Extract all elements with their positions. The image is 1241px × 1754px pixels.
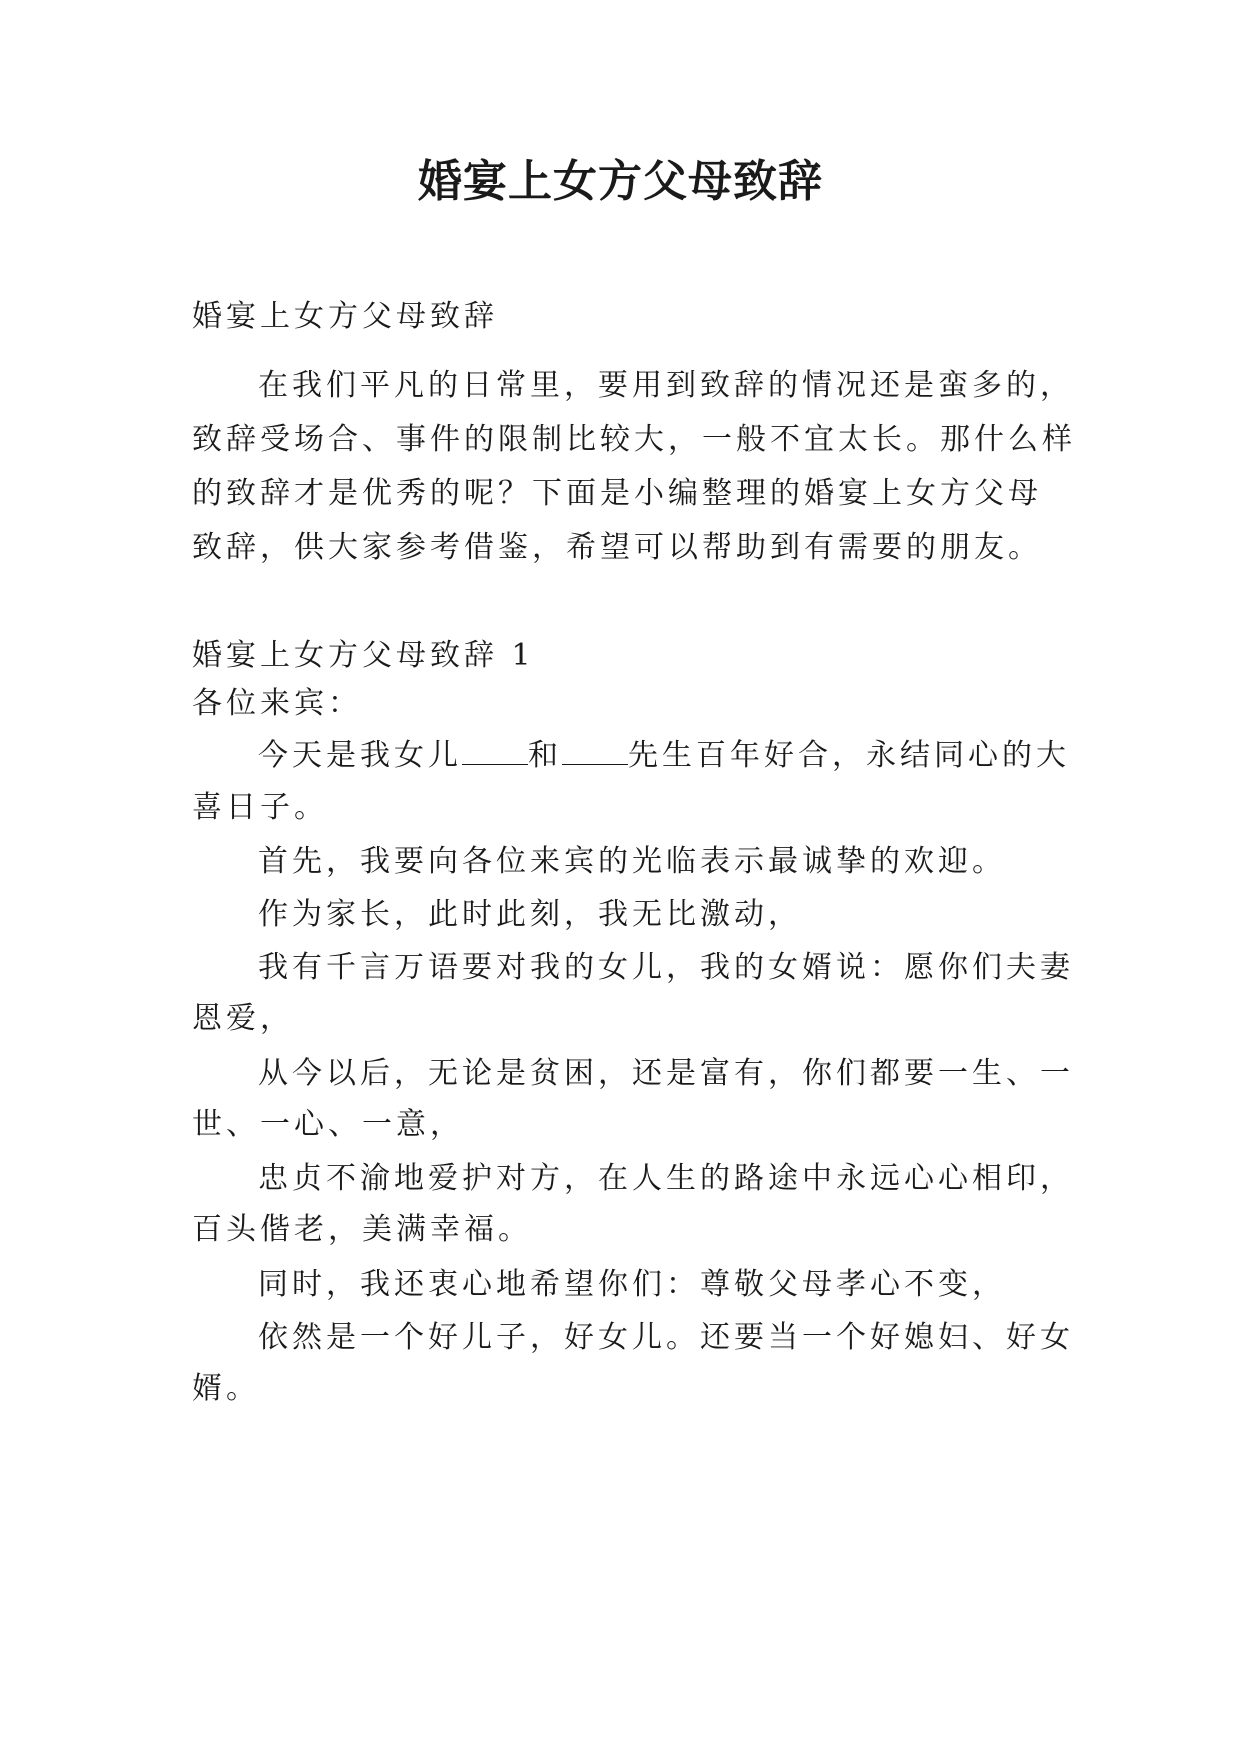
document-title: 婚宴上女方父母致辞 xyxy=(418,156,823,207)
paragraph-5-line-1: 从今以后，无论是贫困，还是富有，你们都要一生、一 xyxy=(258,1056,1074,1091)
paragraph-6-line-1: 忠贞不渝地爱护对方，在人生的路途中永远心心相印， xyxy=(258,1161,1074,1196)
paragraph-7: 同时，我还衷心地希望你们：尊敬父母孝心不变， xyxy=(258,1267,1006,1302)
salutation: 各位来宾： xyxy=(192,686,362,721)
intro-line-2: 致辞受场合、事件的限制比较大，一般不宜太长。那什么样 xyxy=(192,422,1076,457)
section-heading: 婚宴上女方父母致辞 1 xyxy=(192,638,535,673)
paragraph-8-line-2: 婿。 xyxy=(192,1371,260,1406)
paragraph-1-text-c: 先生百年好合，永结同心的大 xyxy=(628,738,1070,773)
paragraph-6-line-2: 百头偕老，美满幸福。 xyxy=(192,1212,532,1247)
intro-line-3: 的致辞才是优秀的呢？下面是小编整理的婚宴上女方父母 xyxy=(192,476,1042,511)
paragraph-2: 首先，我要向各位来宾的光临表示最诚挚的欢迎。 xyxy=(258,844,1006,879)
intro-line-4: 致辞，供大家参考借鉴，希望可以帮助到有需要的朋友。 xyxy=(192,530,1042,565)
paragraph-1-text-b: 和 xyxy=(528,738,562,773)
paragraph-4-line-2: 恩爱， xyxy=(192,1001,294,1036)
paragraph-1-line-1 xyxy=(258,734,1070,778)
document-subtitle: 婚宴上女方父母致辞 xyxy=(192,299,498,334)
paragraph-3: 作为家长，此时此刻，我无比激动， xyxy=(258,897,802,932)
paragraph-1-line-2: 喜日子。 xyxy=(192,790,328,825)
paragraph-4-line-1: 我有千言万语要对我的女儿，我的女婿说：愿你们夫妻 xyxy=(258,950,1074,985)
intro-line-1: 在我们平凡的日常里，要用到致辞的情况还是蛮多的， xyxy=(258,368,1074,403)
paragraph-8-line-1: 依然是一个好儿子，好女儿。还要当一个好媳妇、好女 xyxy=(258,1320,1074,1355)
fill-blank-groom xyxy=(562,740,628,765)
paragraph-1-text-a: 今天是我女儿 xyxy=(258,738,462,773)
paragraph-5-line-2: 世、一心、一意， xyxy=(192,1107,464,1142)
fill-blank-bride xyxy=(462,740,528,765)
